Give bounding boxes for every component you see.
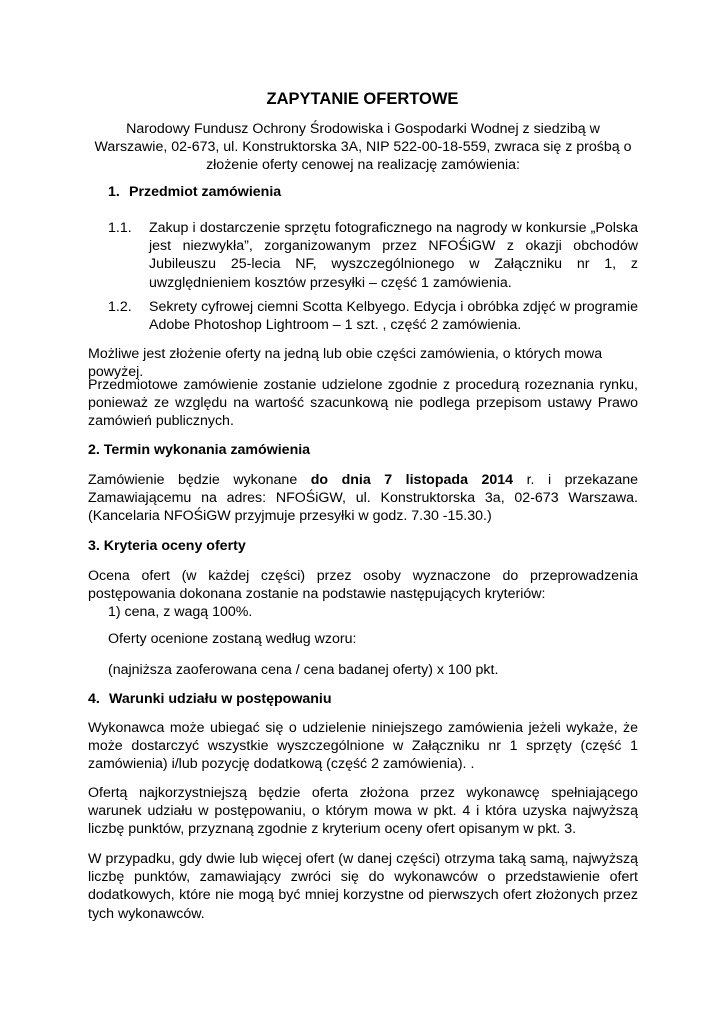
list-item-text: Sekrety cyfrowej ciemni Scotta Kelbyego. Edycja i obróbka zdjęć w programie Adobe Photoshop Lightroom – 1 szt. , część 2 zamówienia. [149,299,638,334]
section-2-heading: 2. Termin wykonania zamówienia [88,442,311,458]
paragraph-deadline [88,471,638,526]
section-1-number: 1. [108,184,120,200]
list-item [108,219,638,292]
formula: (najniższa zaoferowana cena / cena badanej oferty) x 100 pkt. [108,662,499,678]
section-3-heading: 3. Kryteria oceny oferty [88,538,246,554]
paragraph-offer-parts: Możliwe jest złożenie oferty na jedną lub obie części zamówienia, o których mowa powyżej. [88,346,603,381]
section-4-title: Warunki udziału w postępowaniu [109,691,332,707]
document-title: ZAPYTANIE OFERTOWE [266,90,459,108]
paragraph-tie-break: W przypadku, gdy dwie lub więcej ofert (w danej części) otrzyma taką samą, najwyższą liczbę punktów, zamawiający zwróci się do wykonawców o przedstawienie ofert dodatkowych, które nie mogą być mniej korzystne od pierwszych ofert złożonych przez tych wykonawców. [88,851,638,922]
formula-label: Oferty ocenione zostaną według wzoru: [108,631,357,647]
paragraph-best-offer: Ofertą najkorzystniejszą będzie oferta złożona przez wykonawcę spełniającego warunek udziału w postępowaniu, o którym mowa w pkt. 4 i która uzyska najwyższą liczbę punktów, przyznaną zgodnie z kryterium oceny ofert opisanym w pkt. 3. [88,785,638,838]
deadline-text-a: Zamówienie będzie wykonane [88,472,311,488]
list-item [108,298,638,334]
list-item-number: 1.1. [108,220,132,236]
list-item-number: 1.2. [108,299,132,315]
deadline-date: do dnia 7 listopada 2014 [310,472,514,488]
section-1-heading [108,183,638,201]
paragraph-conditions: Wykonawca może ubiegać się o udzielenie niniejszego zamówienia jeżeli wykaże, że może dostarczyć wszystkie wyszczególnione w Załączniku nr 1 sprzęty (część 1 zamówienia) i/lub pozycję dodatkową (część 2 zamówienia). . [88,720,638,773]
section-4-number: 4. [88,691,100,707]
paragraph-procedure: Przedmiotowe zamówienie zostanie udzielone zgodnie z procedurą rozeznania rynku, ponieważ ze względu na wartość szacunkową nie podlega przepisom ustawy Prawo zamówień publicznych. [88,377,638,430]
paragraph-criteria: Ocena ofert (w każdej części) przez osoby wyznaczone do przeprowadzenia postępowania dokonana zostanie na podstawie następujących kryteriów: [88,568,638,603]
section-1-title: Przedmiot zamówienia [129,184,282,200]
intro-paragraph: Narodowy Fundusz Ochrony Środowiska i Gospodarki Wodnej z siedzibą w Warszawie, 02-673, ul. Konstruktorska 3A, NIP 522-00-18-559, zwraca się z prośbą o złożenie oferty cenowej na realizację zamówienia: [94,121,632,174]
section-4-heading [88,690,638,708]
criterion-price: 1) cena, z wagą 100%. [108,604,253,620]
deadline-text-b: r. i przekazane Zamawiającemu na adres: NFOŚiGW, ul. Konstruktorska 3a, 02-673 Warszawa. (Kancelaria NFOŚiGW przyjmuje przesyłki w godz. 7.30 -15.30.) [88,472,638,525]
list-item-text: Zakup i dostarczenie sprzętu fotograficznego na nagrody w konkursie „Polska jest niezwykła”, zorganizowanym przez NFOŚiGW z okazji obchodów Jubileuszu 25-lecia NF, wyszczególnionego w Załączniku nr 1, z uwzględnieniem kosztów przesyłki – część 1 zamówienia. [149,220,638,291]
